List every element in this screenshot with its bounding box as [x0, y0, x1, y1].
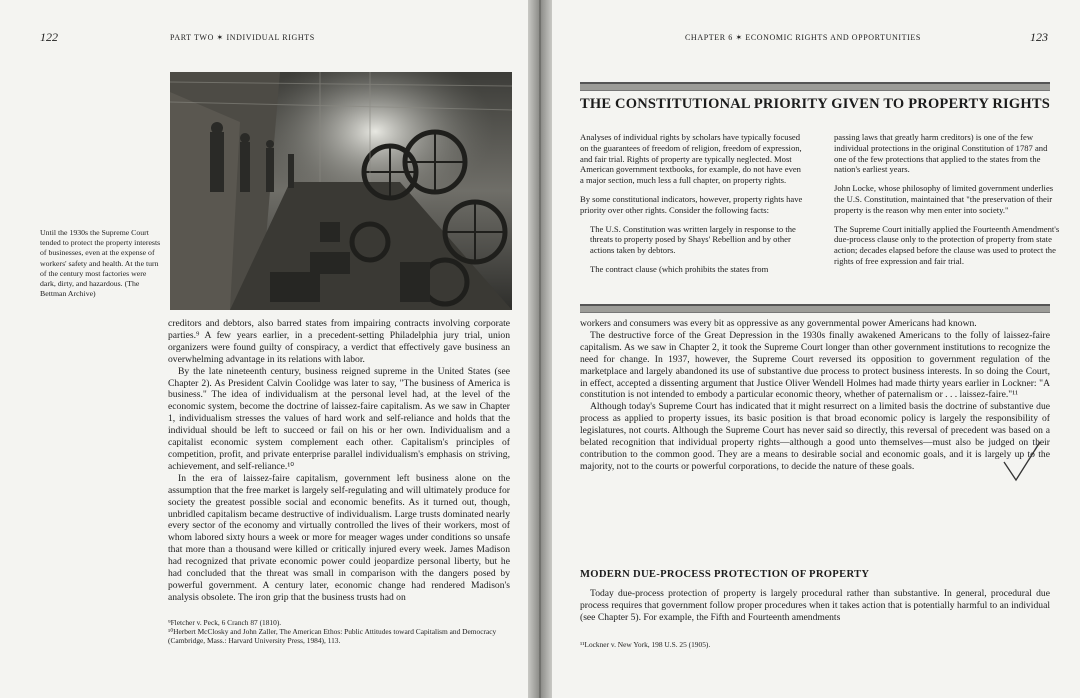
checkmark-icon — [1002, 440, 1042, 484]
running-head-left: PART TWO ✶ INDIVIDUAL RIGHTS — [170, 33, 315, 42]
paragraph: Today due-process protection of property is largely procedural rather than substantive. In general, procedural due process requires that government follow proper procedures when it takes action that is potentially harmful to an individual (see Chapter 5). For example, the Fifth and Fourteenth amendments — [580, 588, 1050, 623]
box-left-column — [580, 132, 806, 283]
footnote: ¹¹Lockner v. New York, 198 U.S. 25 (1905). — [580, 640, 711, 649]
right-body-text — [580, 318, 1050, 473]
paragraph: creditors and debtors, also barred states from impairing contracts involving corporate parties.⁹ A few years earlier, in a precedent-setting Philadelphia jury trial, union organizers were found guilty of conspiracy, a verdict that effectively gave business an overwhelming advantage in its relations with labor. — [168, 318, 510, 365]
box-paragraph: The Supreme Court initially applied the Fourteenth Amendment's due-process clause only to the protection of property from state action; decades elapsed before the clause was used to protect the rights of free expression and fair trial. — [834, 223, 1060, 266]
footnotes-left — [168, 618, 510, 646]
box-paragraph: John Locke, whose philosophy of limited government underlies the U.S. Constitution, maintained that "the preservation of their property is the reason why men enter into society." — [834, 183, 1054, 215]
footnote: ⁹Fletcher v. Peck, 6 Cranch 87 (1810). — [168, 618, 282, 627]
box-paragraph: passing laws that greatly harm creditors) is one of the few individual protections in the original Constitution of 1787 and one of the few protections that applied to the states from the nation's earliest years. — [834, 132, 1048, 175]
box-title: THE CONSTITUTIONAL PRIORITY GIVEN TO PROPERTY RIGHTS — [580, 96, 1050, 112]
box-paragraph: By some constitutional indicators, however, property rights have priority over other rights. Consider the following facts: — [580, 193, 803, 215]
book-gutter — [528, 0, 552, 698]
box-right-column — [834, 132, 1060, 275]
right-body-text-2 — [580, 588, 1050, 624]
box-paragraph: Analyses of individual rights by scholars have typically focused on the guarantees of freedom of religion, freedom of expression, and fair trial. Rights of property are typically neglected. Most American government textbooks, for example, do not have even a major section, much less a full chapter, on property rights. — [580, 132, 802, 186]
box-bottom-rule — [580, 304, 1050, 313]
box-paragraph: The contract clause (which prohibits the states from — [590, 263, 769, 274]
box-top-rule — [580, 82, 1050, 91]
page-number-right: 123 — [1030, 30, 1048, 44]
paragraph: In the era of laissez-faire capitalism, government left business alone on the assumption that the free market is largely self-regulating and will ultimately produce for society the greatest possible social and economic benefits. As it turned out, though, unbridled capitalism became destructive of individualism. Large trusts dominated nearly every sector of the economy and virtually controlled the lives of their workers, most of whom labored sixty hours a week or more for meager wages under conditions so unsafe that more than a thousand were killed or critically injured every week. James Madison had recognized that private economic power could jeopardize personal liberty, but he had concluded that the threat was small in comparison with the dangers posed by powerful government. A century later, economic change had rendered Madison's analysis obsolete. The iron grip that the business trusts had on — [168, 472, 510, 603]
footnote: ¹⁰Herbert McClosky and John Zaller, The American Ethos: Public Attitudes toward Capitalism and Democracy (Cambridge, Mass.: Harvard University Press, 1984), 113. — [168, 627, 497, 646]
box-paragraph: The U.S. Constitution was written largely in response to the threats to property posed by Shays' Rebellion and by other actions taken by debtors. — [590, 223, 796, 256]
paragraph: The destructive force of the Great Depression in the 1930s finally awakened Americans to the folly of laissez-faire capitalism. As we saw in Chapter 2, it took the Supreme Court longer than other government institutions to recognize the need for change. In 1937, however, the Supreme Court reversed its opposition to government regulation of the marketplace and largely abandoned its use of substantive due process to protect business interests. In so doing the Court, in effect, accepted a dissenting argument that Justice Oliver Wendell Holmes had made thirty years earlier in Lockner: "A constitution is not intended to embody a particular economic theory, whether of paternalism or . . . laissez-faire."¹¹ — [580, 329, 1050, 401]
section-heading: MODERN DUE-PROCESS PROTECTION OF PROPERTY — [580, 569, 870, 580]
running-head-right: CHAPTER 6 ✶ ECONOMIC RIGHTS AND OPPORTUNITIES — [685, 33, 921, 42]
paragraph: workers and consumers was every bit as oppressive as any governmental power Americans had known. — [580, 318, 977, 329]
left-page — [0, 0, 528, 698]
left-body-text — [168, 318, 510, 604]
factory-photo — [170, 72, 512, 310]
photo-caption: Until the 1930s the Supreme Court tended to protect the property interests of businesses, even at the expense of workers' safety and health. At the turn of the century most factories were dark, dirty, and hazardous. (The Bettman Archive) — [40, 228, 161, 299]
page-number-left: 122 — [40, 30, 58, 44]
factory-photo-illustration — [170, 72, 512, 310]
footnotes-right — [580, 640, 1050, 649]
paragraph: Although today's Supreme Court has indicated that it might resurrect on a limited basis the doctrine of substantive due process as applied to property issues, its basic position is that broad economic policy is largely the responsibility of legislatures, not courts. Although the Supreme Court has never said so directly, this reversal of precedent was based on a belated recognition that individual property rights—although a good unto themselves—must also be judged on their contribution to the common good. They are a means to desirable social and economic goals, and it is largely up to the majority, not to the courts or powerful corporations, to decide the nature of these goals. — [580, 401, 1050, 472]
paragraph: By the late nineteenth century, business reigned supreme in the United States (see Chapter 2). As President Calvin Coolidge was later to say, "The business of America is business." The idea of individualism at the personal level had, at the level of the economic system, become the doctrine of laissez-faire capitalism. As we saw in Chapter 1, individualism stresses the values of hard work and self-reliance and holds that the individual should be left to succeed or fail on his or her own. Individualism and a capitalist economic system complement each other. Capitalism's principles of competition, profit, and private enterprise parallel individualism's emphasis on striving, achievement, and self-reliance.¹⁰ — [168, 365, 510, 472]
